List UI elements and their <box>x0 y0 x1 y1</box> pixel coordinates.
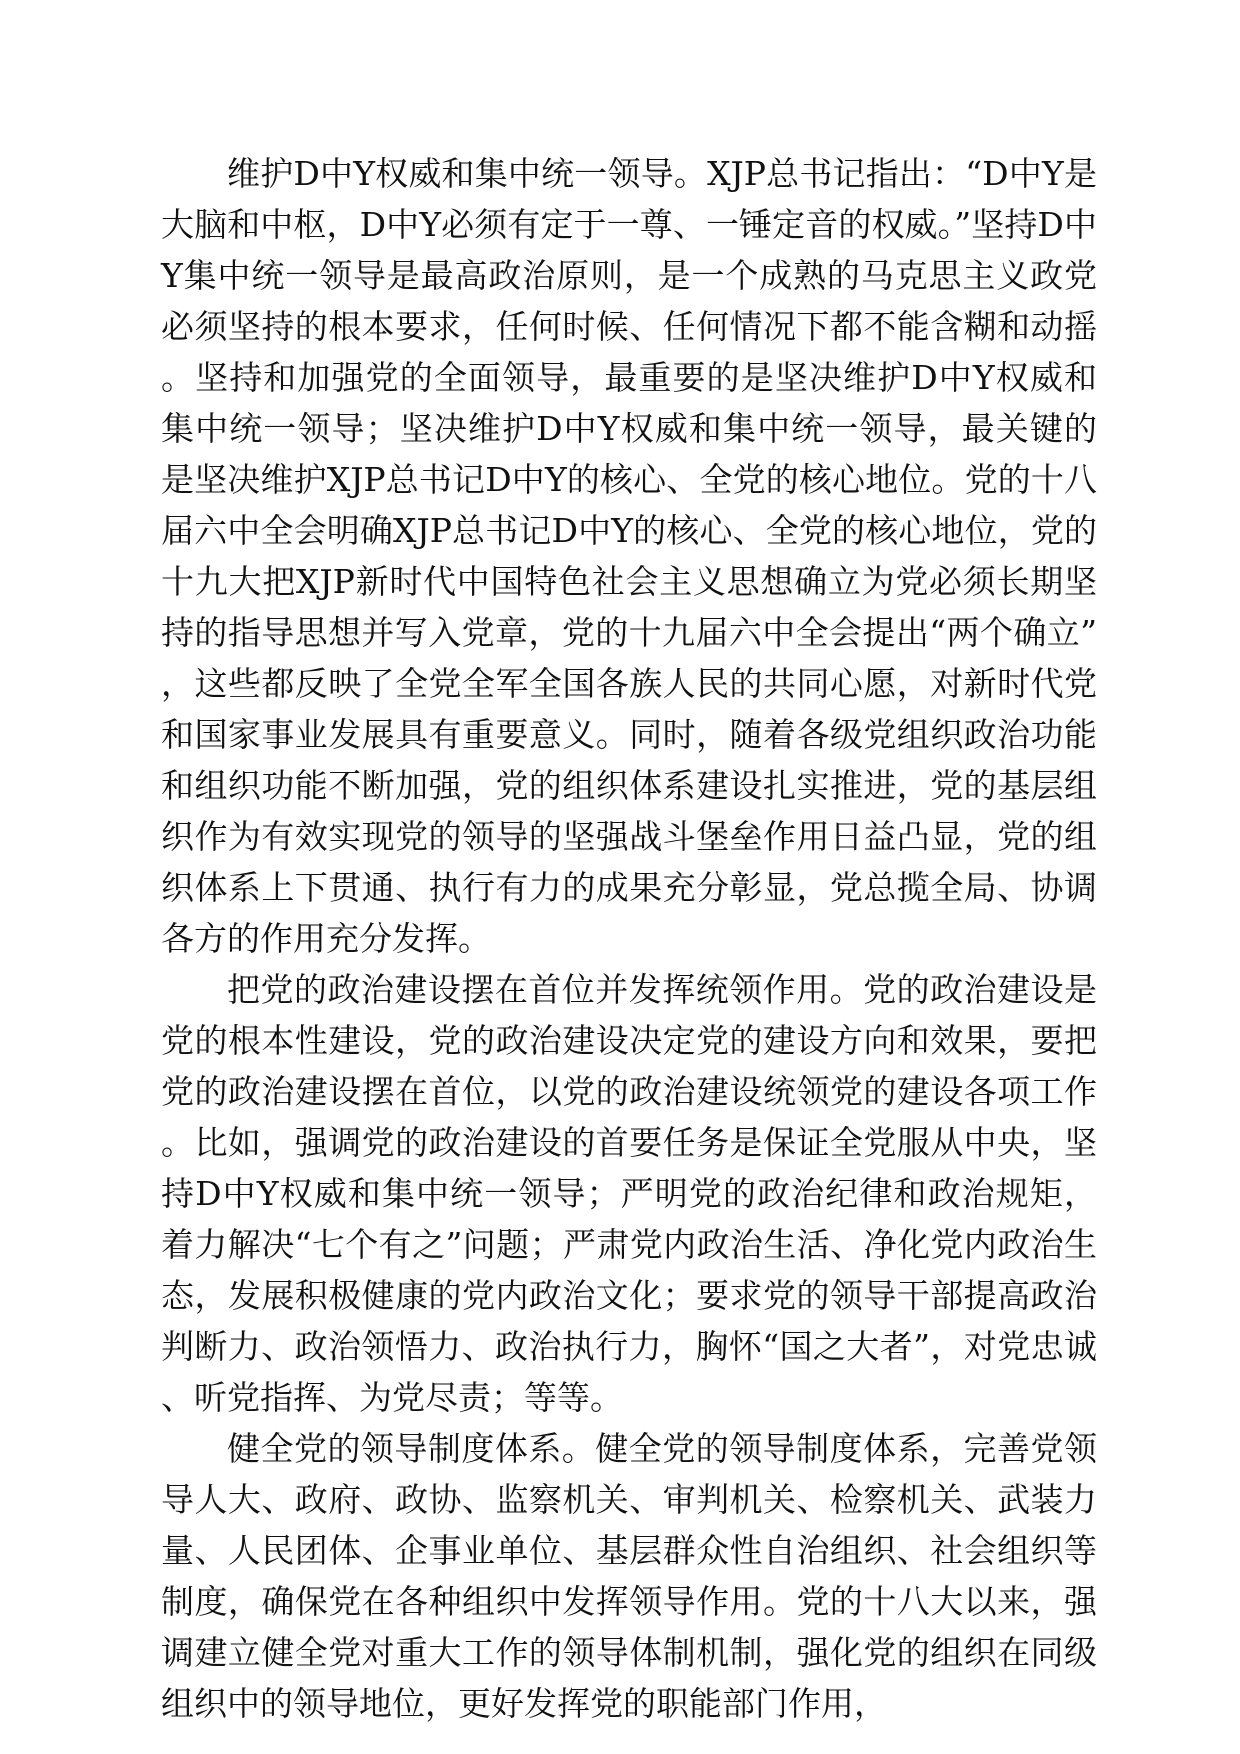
paragraph-3: 健全党的领导制度体系。健全党的领导制度体系，完善党领导人大、政府、政协、监察机关、审判机关、检察机关、武装力量、人民团体、企事业单位、基层群众性自治组织、社会组织等制度，确保党在各种组织中发挥领导作用。党的十八大以来，强调建立健全党对重大工作的领导体制机制，强化党的组织在同级组织中的领导地位，更好发挥党的职能部门作用， <box>161 1429 1097 1723</box>
document-body <box>161 148 1097 1729</box>
paragraph-1: 维护D中Y权威和集中统一领导。XJP总书记指出：“D中Y是大脑和中枢，D中Y必须有定于一尊、一锤定音的权威。”坚持D中Y集中统一领导是最高政治原则，是一个成熟的马克思主义政党必须坚持的根本要求，任何时候、任何情况下都不能含糊和动摇。坚持和加强党的全面领导，最重要的是坚决维护D中Y权威和集中统一领导；坚决维护D中Y权威和集中统一领导，最关键的是坚决维护XJP总书记D中Y的核心、全党的核心地位。党的十八届六中全会明确XJP总书记D中Y的核心、全党的核心地位，党的十九大把XJP新时代中国特色社会主义思想确立为党必须长期坚持的指导思想并写入党章，党的十九届六中全会提出“两个确立”，这些都反映了全党全军全国各族人民的共同心愿，对新时代党和国家事业发展具有重要意义。同时，随着各级党组织政治功能和组织功能不断加强，党的组织体系建设扎实推进，党的基层组织作为有效实现党的领导的坚强战斗堡垒作用日益凸显，党的组织体系上下贯通、执行有力的成果充分彰显，党总揽全局、协调各方的作用充分发挥。 <box>161 154 1097 958</box>
paragraph-2: 把党的政治建设摆在首位并发挥统领作用。党的政治建设是党的根本性建设，党的政治建设决定党的建设方向和效果，要把党的政治建设摆在首位，以党的政治建设统领党的建设各项工作。比如，强调党的政治建设的首要任务是保证全党服从中央，坚持D中Y权威和集中统一领导；严明党的政治纪律和政治规矩，着力解决“七个有之”问题；严肃党内政治生活、净化党内政治生态，发展积极健康的党内政治文化；要求党的领导干部提高政治判断力、政治领悟力、政治执行力，胸怀“国之大者”，对党忠诚、听党指挥、为党尽责；等等。 <box>161 970 1097 1417</box>
